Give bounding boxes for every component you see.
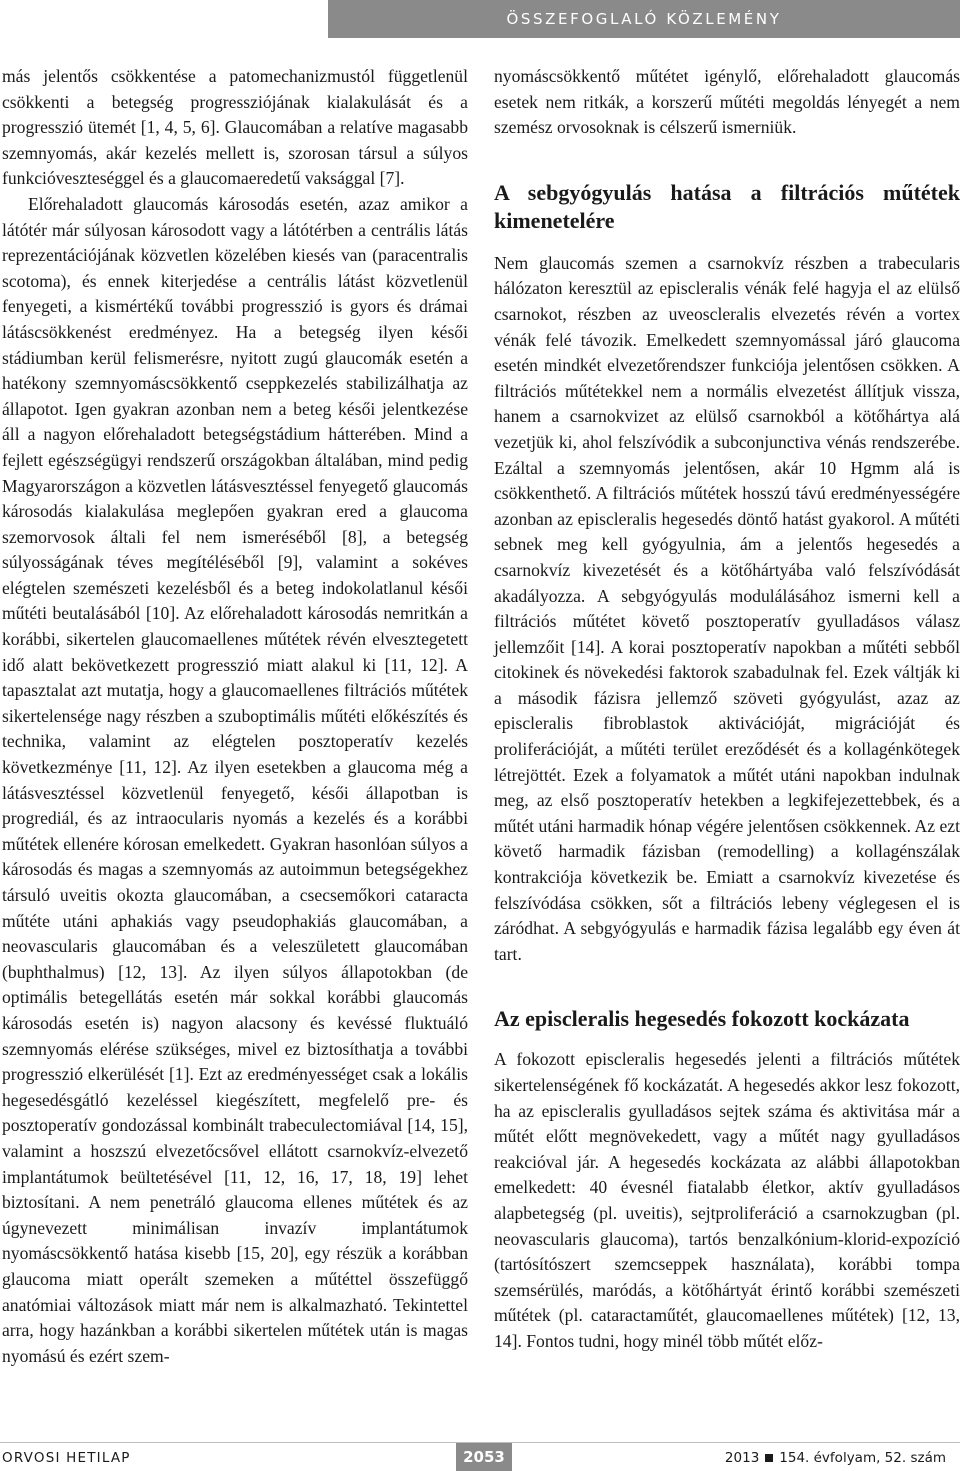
page-number: 2053: [456, 1443, 512, 1471]
issue-year: 2013: [724, 1450, 760, 1466]
section-label: ÖSSZEFOGLALÓ KÖZLEMÉNY: [506, 10, 782, 28]
journal-name: ORVOSI HETILAP: [2, 1450, 131, 1466]
right-paragraph-2: Nem glaucomás szemen a csarnokvíz részben a trabecularis hálózaton keresztül az episcleralis vénák felé hagyja el az elülső csarnokot, részben az uveoscleralis elvezetés révén a vortex vénák felé távozik. Emelkedett szemnyomással járó glaucoma esetén mindkét elvezetőrendszer funkciója jelentősen csökken. A filtrációs műtétekkel nem a normális elvezetést állítjuk vissza, hanem a csarnokvizet az elülső csarnokból a kötőhártya alá vezetjük ki, ahol felszívódik a subconjunctiva vénás rendszerébe. Ezáltal a szemnyomás jelentősen, akár 10 Hgmm alá is csökkenthető. A filtrációs műtétek hosszú távú eredményességére azonban az episcleralis hegesedés döntő hatást gyakorol. A műtéti sebnek meg kell gyógyulnia, ám a jelentős hegesedés a csarnokvíz kivezetését és a kötőhártyába való felszívódását akadályozza. A sebgyógyulás modulálásához ismerni kell a filtrációs műtétet követő posztoperatív gyulladásos válasz jellemzőit [14]. A korai posztoperatív napokban a műtéti sebből citokinek és növekedési faktorok szabadulnak fel. Ezek váltják ki a második fázisra jellemző szöveti gyógyulást, azaz az episcleralis fibroblastok aktivációját, migrációját és proliferációját, a műtéti terület ereződését és a kollagénkötegek létrejöttét. Ezek a folyamatok a műtét utáni napokban indulnak meg, az első posztoperatív hetekben a legkifejezettebbek, és a műtét utáni harmadik hónap végére jelentősen csökkennek. Az ezt követő harmadik fázisban (remodelling) a kollagénszálak kontrakciója következik be. Emiatt a csarnokvíz kivezetése és felszívódása csökken, sőt a filtrációs lebeny véglegesen el is záródhat. A sebgyógyulás e harmadik fázisa legalább egy éven át tart.: [494, 252, 960, 964]
section-heading-scarring-risk: Az episcleralis hegesedés fokozott kockázata: [494, 1006, 910, 1032]
left-paragraph-2: Előrehaladott glaucomás károsodás esetén, azaz amikor a látótér már súlyosan károsodott vagy a látótérben a centrális látás reprezentációjának közvetlen közelében kiesés van (paracentralis scotoma), és ennek kiterjedése a centrális látást közvetlenül fenyegeti, a kismértékű további progresszió is gyors és drámai látáscsökkenést eredményez. Ha a betegség ilyen késői stádiumban kerül felismerésre, nyitott zugú glaucomák esetén a hatékony szemnyomáscsökkentő cseppkezelés stabilizálhatja az állapotot. Igen gyakran azonban nem a beteg késői jelentkezése áll a nagyon előrehaladott betegségstádium hátterében. Mind a fejlett egészségügyi rendszerű országokban általában, mind pedig Magyarországon a közvetlen látásvesztéssel fenyegető glaucomás károsodás kialakulása meglepően gyakran ered a glaucoma szemorvosok általi fel nem ismeréséből [8], a betegség súlyosságának téves megítéléséből [9], valamint a sokéves elégtelen szemészeti kezelésből és a beteg indokolatlanul késői műtéti beutalásából [10]. Az előrehaladott károsodás nemritkán a korábbi, sikertelen glaucomaellenes műtétek révén elvesztegetett idő alatt bekövetkezett progresszió miatt alakul ki [11, 12]. A tapasztalat azt mutatja, hogy a glaucomaellenes filtrációs műtétek sikertelensége nagy részben a szuboptimális műtéti előkészítés és technika, valamint az elégtelen posztoperatív kezelés következménye [11, 12]. Az ilyen esetekben a glaucoma még a látásvesztéssel közvetlenül fenyegető, késői állapotban is progrediál, és az intraocularis nyomás a kezelés és a korábbi műtétek ellenére kórosan emelkedett. Gyakran hasonlóan súlyos a károsodás és magas a szemnyomás az autoimmun betegségekhez társuló uveitis okozta glaucomában, a csecsemőkori cataracta műtéte utáni aphakiás vagy pseudophakiás glaucomában, a neovascularis glaucomában és a veleszületett glaucomában (buphthalmus) [12, 13]. Az ilyen súlyos állapotokban (de optimális betegellátás esetén már sokkal korábbi glaucomás károsodás esetén is) nagyon alacsony és kevéssé fluktuáló szemnyomás elérése szükséges, mivel ez biztosíthatja a további progresszió elkerülését [1]. Ezt az eredményességet csak a lokális hegesedésgátló kezeléssel kiegészített, megfelelő pre- és posztoperatív gondozással kombinált trabeculectomiával [14, 15], valamint a hoszszú elvezetőcsővel ellátott csarnokvíz-elvezető implantátumok beültetésével [11, 12, 16, 17, 18, 19] lehet biztosítani. A nem penetráló glaucoma ellenes műtétek és az úgynevezett minimálisan invazív implantátumok nyomáscsökkentő hatása kisebb [15, 20], egy részük a korábban glaucoma miatt operált szemeken a műtéttel összefüggő anatómiai változások miatt már nem is alkalmazható. Tekintettel arra, hogy hazánkban a korábbi sikertelen műtétek után is magas nyomású és ezért szem-: [2, 193, 468, 1366]
left-column: [2, 64, 468, 1369]
issue-volume: 154. évfolyam, 52. szám: [779, 1450, 946, 1466]
issue-info: [725, 1450, 946, 1466]
left-paragraph-1: más jelentős csökkentése a patomechanizmustól függetlenül csökkenti a betegség progressziójának kialakulását és a progresszió ütemét [1, 4, 5, 6]. Glaucomában a relatíve magasabb szemnyomás, akár kezelés mellett is, szorosan társul a súlyos funkcióveszteséggel és a glaucomaeredetű vaksággal [7].: [2, 66, 468, 189]
square-bullet-icon: [765, 1454, 773, 1462]
right-column: [494, 64, 960, 1355]
right-paragraph-3: A fokozott episcleralis hegesedés jelenti a filtrációs műtétek sikertelenségének fő kockázatát. A hegesedés akkor lesz fokozott, ha az episcleralis gyulladásos sejtek száma és aktivitása már a műtét előtt megnövekedett, vagy a műtét nagy gyulladásos reakcióval jár. A hegesedés kockázata az alábbi állapotokban emelkedett: 40 évesnél fiatalabb életkor, aktív gyulladásos alapbetegség (pl. uveitis), sejtproliferáció a csarnokzugban (pl. neovascularis glaucoma), tartós benzalkónium-klorid-expozíció (tartósítószert szemcseppek használata), korábbi tompa szemsérülés, maródás, a kötőhártyát érintő korábbi szemészeti műtétek (pl. cataractaműtét, glaucomaellenes műtétek) [12, 13, 14]. Fontos tudni, hogy minél több műtét előz-: [494, 1049, 960, 1351]
section-heading-wound-healing: A sebgyógyulás hatása a filtrációs műtétek kimenetelére: [494, 179, 960, 233]
section-header-band: [328, 0, 960, 38]
page-footer: [0, 1442, 960, 1471]
right-paragraph-1: nyomáscsökkentő műtétet igénylő, előrehaladott glaucomás esetek nem ritkák, a korszerű műtéti megoldás lényegét a nem szemész orvosoknak is célszerű ismerniük.: [494, 66, 960, 138]
